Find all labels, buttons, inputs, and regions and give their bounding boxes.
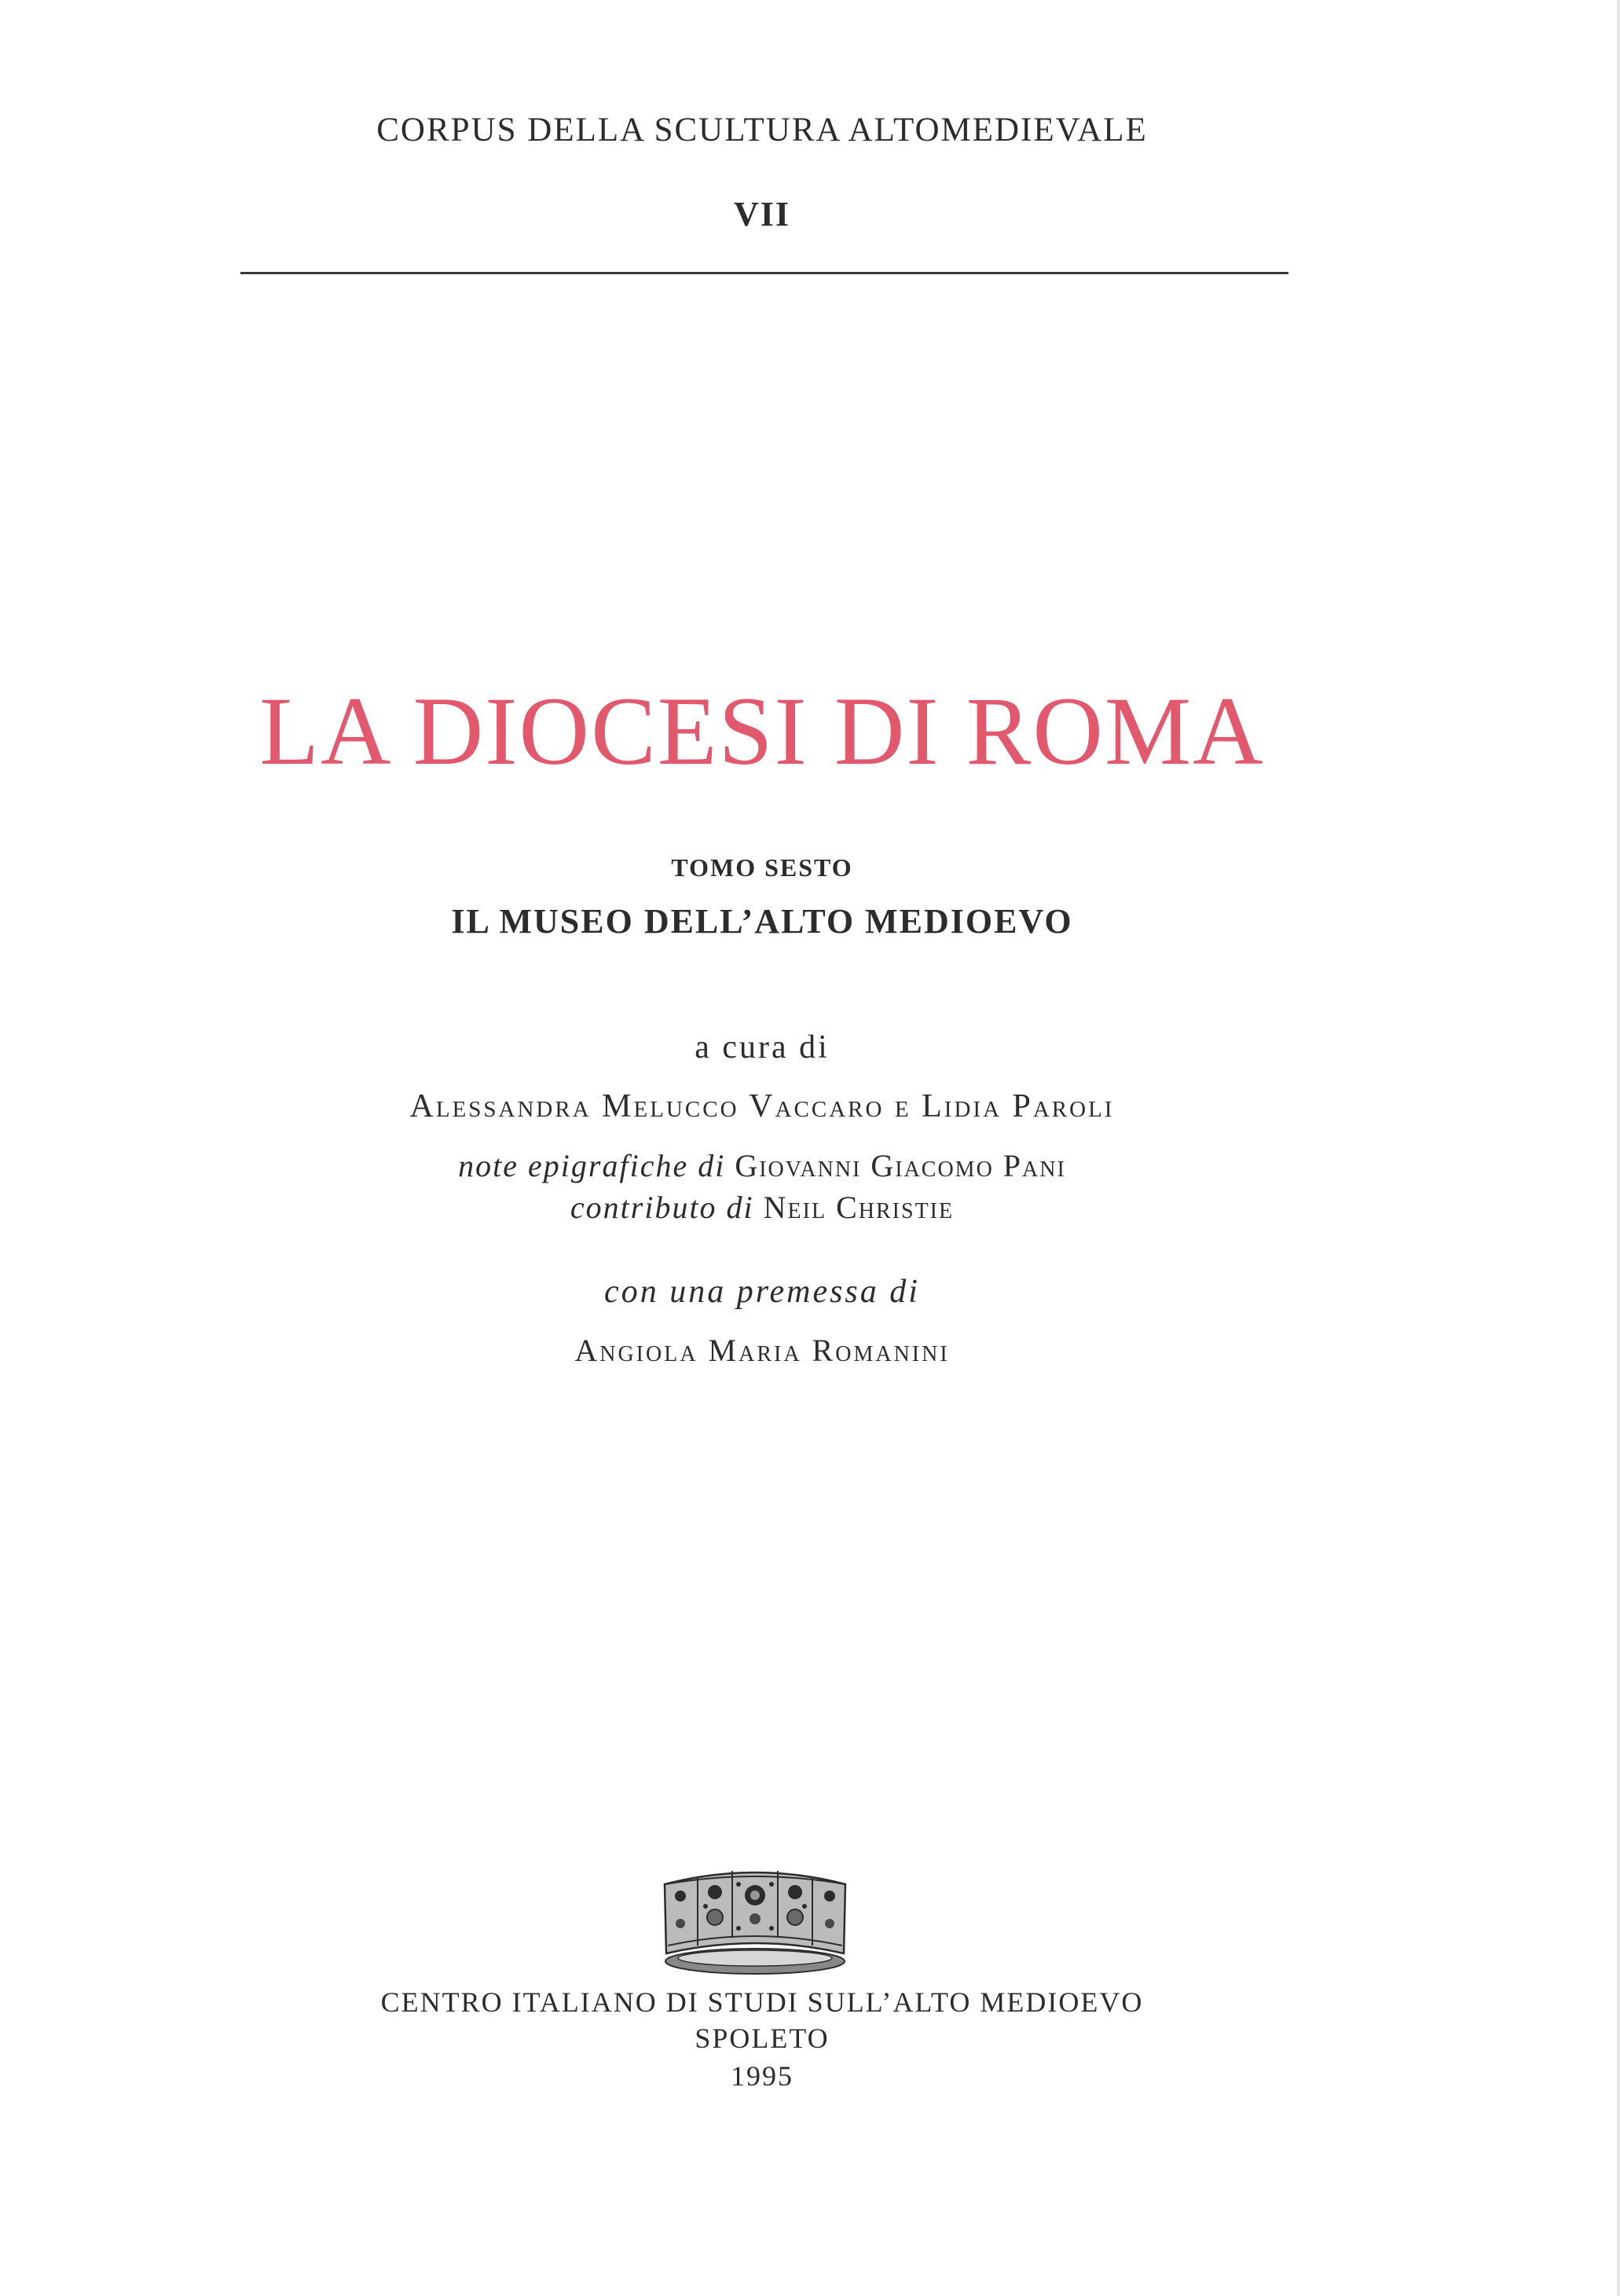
publication-place: SPOLETO bbox=[695, 2023, 830, 2054]
publisher-name: CENTRO ITALIANO DI STUDI SULL’ALTO MEDIOEVO bbox=[380, 1986, 1144, 2018]
preface-author: Angiola Maria Romanini bbox=[574, 1333, 950, 1368]
contrib-author: Neil Christie bbox=[763, 1190, 955, 1225]
notes-label: note epigrafiche di bbox=[458, 1148, 726, 1183]
page-edge bbox=[1617, 0, 1620, 2296]
notes-author: Giovanni Giacomo Pani bbox=[735, 1148, 1066, 1183]
publication-year: 1995 bbox=[731, 2060, 794, 2092]
contribution-credit bbox=[236, 1189, 1288, 1226]
volume-number: VII bbox=[733, 195, 791, 233]
crown-icon bbox=[658, 1861, 852, 1977]
preface-label: con una premessa di bbox=[604, 1274, 920, 1310]
book-subtitle: IL MUSEO DELL’ALTO MEDIOEVO bbox=[451, 902, 1073, 941]
series-title: CORPUS DELLA SCULTURA ALTOMEDIEVALE bbox=[376, 112, 1148, 149]
editors-names: Alessandra Melucco Vaccaro e Lidia Paroli bbox=[409, 1088, 1115, 1124]
tomo-label: TOMO SESTO bbox=[671, 853, 853, 882]
book-title: LA DIOCESI DI ROMA bbox=[259, 677, 1265, 785]
edited-by-label: a cura di bbox=[695, 1029, 830, 1065]
epigraphic-notes-credit bbox=[236, 1147, 1288, 1184]
header-rule bbox=[240, 272, 1288, 274]
contrib-label: contributo di bbox=[570, 1190, 754, 1225]
